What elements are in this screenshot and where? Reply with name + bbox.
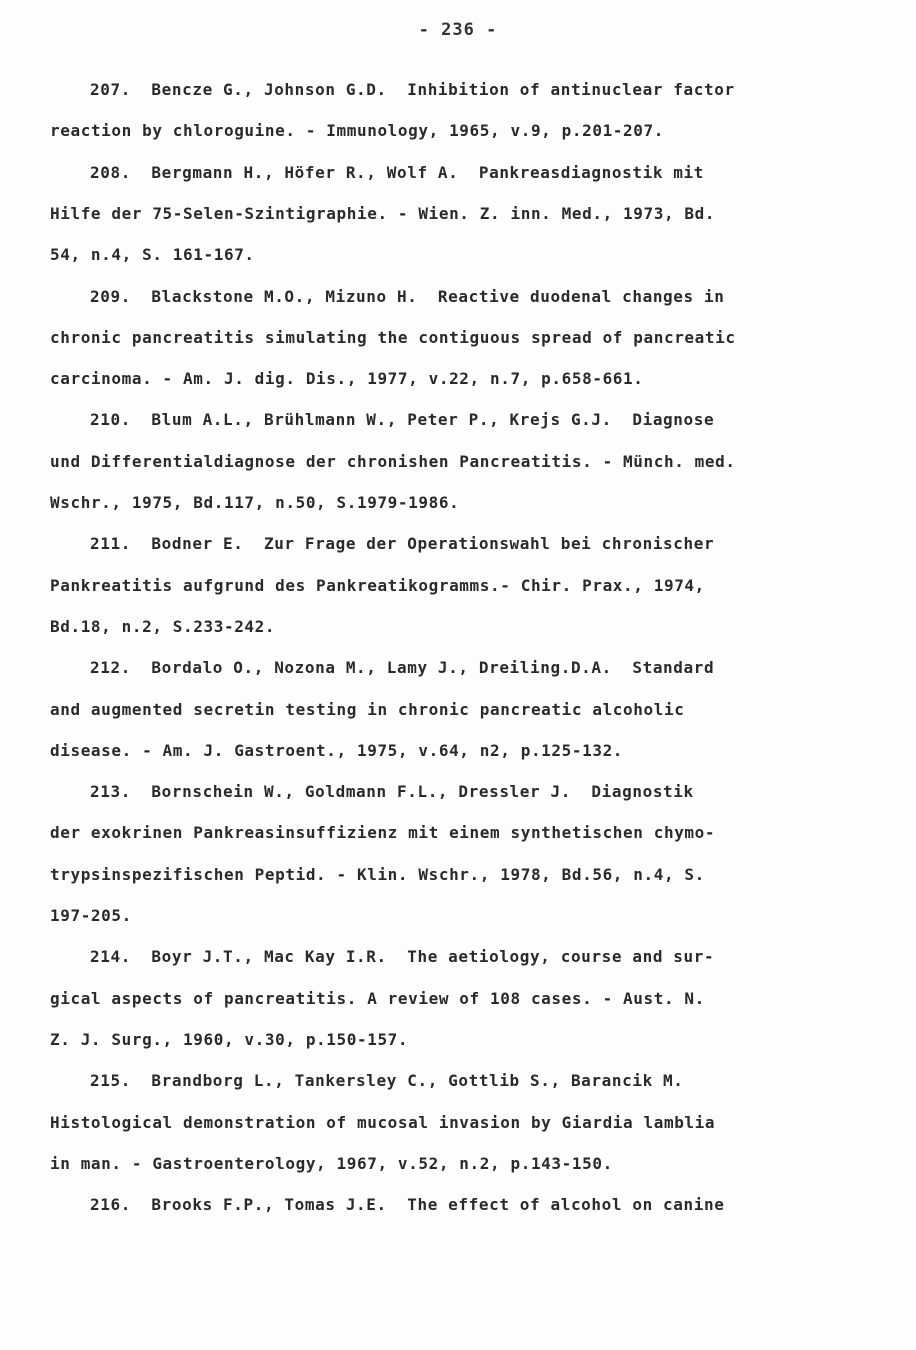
reference-number: 213. [90,782,131,802]
reference-text: Brandborg L., Tankersley C., Gottlib S., Barancik M. [151,1071,684,1091]
reference-continuation-line: reaction by chloroguine. - Immunology, 1965, v.9, p.201-207. [50,121,664,141]
reference-number: 212. [90,658,131,678]
reference-text: Bodner E. Zur Frage der Operationswahl bei chronischer [151,534,715,554]
reference-continuation-line: Wschr., 1975, Bd.117, n.50, S.1979-1986. [50,493,460,512]
reference-number: 215. [90,1071,131,1091]
page-number: - 236 - [418,20,498,40]
reference-number: 209. [90,286,131,306]
reference-continuation-line: gical aspects of pancreatitis. A review of 108 cases. - Aust. N. [50,988,705,1008]
reference-first-line [90,163,704,183]
reference-text: Bergmann H., Höfer R., Wolf A. Pankreasdiagnostik mit [151,162,704,182]
reference-continuation-line: Histological demonstration of mucosal invasion by Giardia lamblia [50,1112,716,1132]
reference-first-line [90,1071,684,1091]
reference-continuation-line: disease. - Am. J. Gastroent., 1975, v.64, n2, p.125-132. [50,740,624,760]
reference-first-line [90,80,735,100]
reference-text: Blum A.L., Brühlmann W., Peter P., Krejs G.J. Diagnose [151,410,715,430]
reference-number: 211. [90,534,131,554]
reference-continuation-line: Z. J. Surg., 1960, v.30, p.150-157. [50,1029,409,1049]
reference-first-line [90,1195,724,1215]
reference-number: 216. [90,1195,131,1215]
reference-continuation-line: in man. - Gastroenterology, 1967, v.52, n.2, p.143-150. [50,1153,613,1173]
reference-text: Bordalo O., Nozona M., Lamy J., Dreiling.D.A. Standard [151,658,715,678]
reference-continuation-line: and augmented secretin testing in chronic pancreatic alcoholic [50,699,685,719]
reference-continuation-line: trypsinspezifischen Peptid. - Klin. Wschr., 1978, Bd.56, n.4, S. [50,864,705,884]
reference-continuation-line: carcinoma. - Am. J. dig. Dis., 1977, v.22, n.7, p.658-661. [50,369,644,389]
reference-continuation-line: 54, n.4, S. 161-167. [50,245,255,265]
reference-continuation-line: Hilfe der 75-Selen-Szintigraphie. - Wien. Z. inn. Med., 1973, Bd. [50,203,716,223]
reference-text: Bornschein W., Goldmann F.L., Dressler J. Diagnostik [151,782,694,802]
reference-continuation-line: 197-205. [50,906,132,925]
reference-first-line [90,947,714,967]
reference-first-line [90,658,714,678]
reference-continuation-line: und Differentialdiagnose der chronishen Pancreatitis. - Münch. med. [50,451,736,471]
reference-continuation-line: der exokrinen Pankreasinsuffizienz mit einem synthetischen chymo- [50,823,716,843]
reference-text: Brooks F.P., Tomas J.E. The effect of alcohol on canine [151,1195,725,1215]
reference-first-line [90,534,714,554]
reference-number: 208. [90,162,131,182]
reference-number: 207. [90,80,131,99]
reference-text: Bencze G., Johnson G.D. Inhibition of antinuclear factor [151,80,735,99]
reference-number: 210. [90,410,131,430]
reference-continuation-line: chronic pancreatitis simulating the contiguous spread of pancreatic [50,327,736,347]
reference-continuation-line: Bd.18, n.2, S.233-242. [50,616,276,636]
reference-continuation-line: Pankreatitis aufgrund des Pankreatikogramms.- Chir. Prax., 1974, [50,575,705,595]
reference-first-line [90,287,724,307]
reference-first-line [90,410,714,430]
reference-number: 214. [90,947,131,967]
reference-first-line [90,782,694,802]
reference-text: Boyr J.T., Mac Kay I.R. The aetiology, course and sur- [151,947,715,967]
reference-text: Blackstone M.O., Mizuno H. Reactive duodenal changes in [151,286,725,306]
